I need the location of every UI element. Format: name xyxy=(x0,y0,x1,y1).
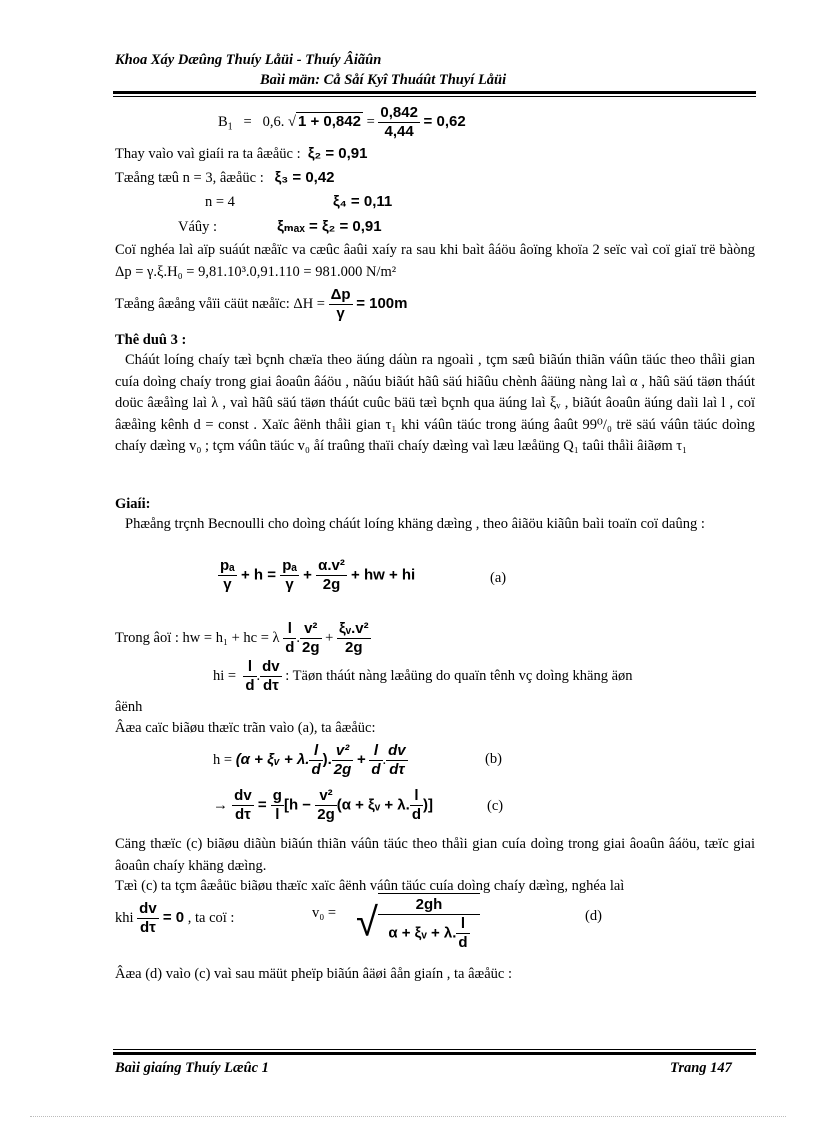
page-edge-dotted-line xyxy=(30,1116,786,1117)
v0-label: v₀ = xyxy=(312,905,337,921)
footer-rule-thin xyxy=(113,1049,756,1050)
equation-c-label: (c) xyxy=(487,798,504,814)
hi-definition-cont: âënh xyxy=(115,699,143,715)
final-substitution-text: Âæa (d) vaìo (c) vaì sau mäüt pheïp biãún âäøi âån giaín , ta âæåüc : xyxy=(115,966,512,982)
equation-d-label: (d) xyxy=(585,908,602,924)
equation-c: → $\frac{dv}{d\tau}$ = $\frac{g}{l}$ [h − $\frac{\text{v²}}{2g}$ (α + ξᵥ + λ. $\frac{l}{d}$ )] xyxy=(213,787,433,823)
header-rule-thin xyxy=(113,96,756,97)
steady-condition: khi $\frac{dv}{d\tau}$ = 0 , ta coï : xyxy=(115,900,235,936)
page-number: Trang 147 xyxy=(670,1060,732,1076)
equation-b: h = (α + ξᵥ + λ. $\frac{l}{d}$ ). $\frac{\text{v²}}{2g}$ + $\frac{l}{d}$ . $\frac{dv}{d\tau}$ xyxy=(213,742,406,778)
line-xi2: Thay vaìo vaì giaíi ra ta âæåüc : ξ₂ = 0,91 xyxy=(115,145,368,162)
v0-formula: √ 2gh α + ξᵥ + λ. $\frac{l}{d}$ xyxy=(356,893,480,952)
b1-fraction: $\frac{0,842}{4,44}$ xyxy=(380,104,418,140)
line-xi3: Tæång tæû n = 3, âæåüc : ξ₃ = 0,42 xyxy=(115,169,335,186)
equation-a: $\frac{\text{pₐ}}{\gamma}$ + h = $\frac{\text{pₐ}}{\gamma}$ + $\frac{\text{α.v²}}{2g}$ + hw + hi xyxy=(220,557,416,593)
footer-title: Baìi giaíng Thuíy Læûc 1 xyxy=(115,1060,269,1076)
equation-a-label: (a) xyxy=(490,570,507,586)
problem-statement: Cháút loíng chaíy tæì bçnh chæïa theo äúng dáùn ra ngoaìi , tçm sæû biãún thiãn váûn täúc theo thåìi gian cuía doìng chaíy trong giai âoaûn âáöu , nãúu biãút hãû säú hiãûu chènh âäüng nàng laì α , hãû säú täøn tháút doüc âæåìng laì λ , vaì hãû säú täøn tháút cuûc bäü tæì bçnh qua äúng laì ξᵥ , biãút âoaûn äúng daìi laì l , coï âæåìng kênh d = const . Xaïc âënh thåìi gian τ₁ khi váûn täúc trong äúng âaût 99⁰/₀ trë säú váûn täúc doìng chaíy dæìng v₀ ; tçm váûn täúc v₀ åí traûng thaïi chaíy dæìng vaì læu læåüng Q₁ taûi thåìi âiãøm τ₁ xyxy=(115,352,755,454)
problem-title: Thê duû 3 : xyxy=(115,332,187,348)
line-delta-h: Tæång âæång våïi cäüt næåïc: ΔH = $\frac{\Delta p}{\gamma}$ = 100m xyxy=(115,286,408,322)
equation-b-label: (b) xyxy=(485,751,502,767)
b1-equation: $B_1$ = 0,6. √ 1 + 0,842 = $\frac{0,842}{4,44}$ = 0,62 xyxy=(218,104,466,140)
hi-definition: hi = $\frac{l}{d}$ . $\frac{dv}{d\tau}$ : Täøn tháút nàng læåüng do quaïn tênh vç doìng khäng äøn xyxy=(213,658,633,694)
header-department: Khoa Xáy Dæûng Thuíy Låüi - Thuíy Âiãûn xyxy=(115,52,382,68)
hw-definition: Trong âoï : hw = h₁ + hc = λ $\frac{l}{d}$ . $\frac{\text{v²}}{2g}$ + $\frac{\text{ξᵥ.v²}}{2g}$ xyxy=(115,620,369,656)
line-xi4: n = 4 ξ₄ = 0,11 xyxy=(205,193,393,210)
equation-c-description: Cäng thæïc (c) biãøu diãùn biãún thiãn váûn täúc theo thåìi gian cuía doìng trong giai âoaûn âáöu, tæïc giai âoaûn chaíy khäng dæìng. xyxy=(115,836,755,874)
solution-title: Giaíi: xyxy=(115,496,151,512)
paragraph-pressure: Coï nghéa laì aïp suáút næåïc va cæûc âaûi xaíy ra sau khi baìt âáöu âoïng khoïa 2 seïc vaì coï giaï trë bàòng Δp = γ.ξ.H₀ = 9,81.10³.0,91.110 = 981.000 N/m² xyxy=(115,242,755,280)
header-rule-thick xyxy=(113,91,756,94)
substitute-text: Âæa caïc biãøu thæïc trãn vaìo (a), ta âæåüc: xyxy=(115,720,376,736)
solution-intro: Phæång trçnh Becnoulli cho doìng cháút loíng khäng dæìng , theo âiãöu kiãûn baìi toaïn coï daûng : xyxy=(125,516,705,532)
line-ximax: Váûy : ξₘₐₓ = ξ₂ = 0,91 xyxy=(178,218,382,235)
steady-flow-text: Tæì (c) ta tçm âæåüc biãøu thæïc xaïc âënh váûn täúc cuía doìng chaíy dæìng, nghéa laì xyxy=(115,878,625,894)
header-course: Baìi män: Cå Såí Kyî Thuáût Thuyí Låüi xyxy=(260,72,507,88)
footer-rule-thick xyxy=(113,1052,756,1055)
